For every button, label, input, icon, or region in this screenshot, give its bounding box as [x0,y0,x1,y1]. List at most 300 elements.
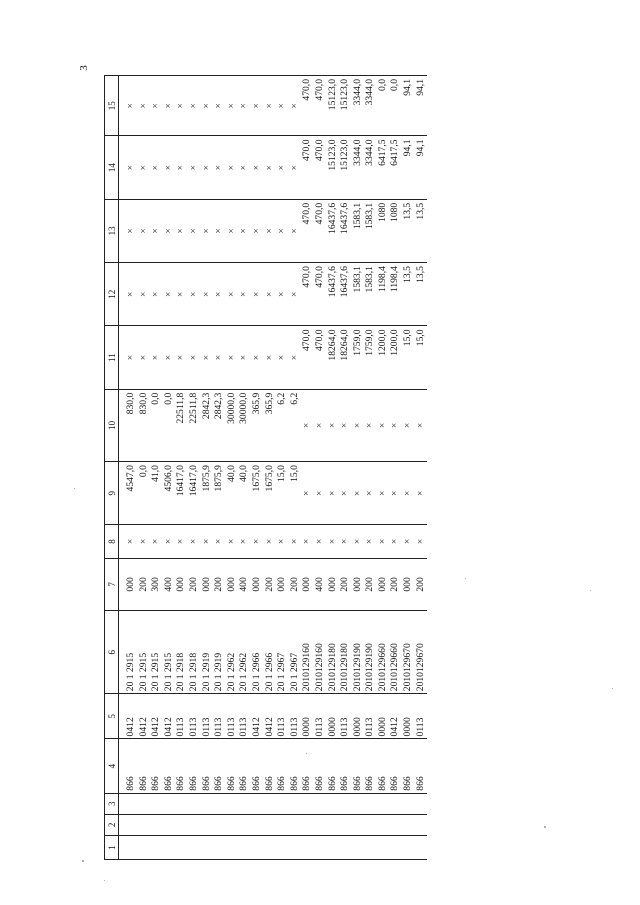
table-cell-col-3 [276,793,289,814]
table-cell-col-12: × [226,263,239,326]
table-cell-col-11: 470,0 [314,326,327,389]
table-cell-col-14: × [138,136,151,199]
table-row [402,76,415,860]
table-cell-col-6: 20 1 2966 [264,611,277,694]
table-cell-col-7: 200 [188,558,201,611]
table-cell-col-1 [276,835,289,859]
table-cell-col-2 [415,814,428,835]
table-cell-col-14: 3344,0 [364,136,377,199]
table-cell-col-13: × [251,199,264,262]
table-cell-col-2 [264,814,277,835]
table-cell-col-1 [213,835,226,859]
column-header-7: 7 [105,558,119,611]
table-cell-col-4: 866 [352,739,365,793]
table-cell-col-8: × [188,525,201,558]
table-cell-col-9: × [389,462,402,525]
table-cell-col-1 [125,835,138,859]
table-cell-col-7: 300 [150,558,163,611]
table-cell-col-9: × [352,462,365,525]
table-cell-col-12: × [289,263,302,326]
table-cell-col-8: × [352,525,365,558]
table-cell-col-5: 0113 [188,694,201,739]
table-cell-col-1 [175,835,188,859]
table-cell-col-13: 16437,6 [339,199,352,262]
table-cell-col-3 [188,793,201,814]
table-cell-col-5: 0113 [201,694,214,739]
table-cell-col-5: 0412 [251,694,264,739]
table-cell-col-9: 0,0 [138,462,151,525]
table-cell-col-5: 0412 [138,694,151,739]
table-cell-col-15: 15123,0 [327,76,340,136]
table-cell-col-14: × [276,136,289,199]
table-cell-col-10: × [415,389,428,461]
table-cell-col-2 [364,814,377,835]
table-cell-col-1 [415,835,428,859]
table-cell-col-2 [201,814,214,835]
table-cell-col-2 [125,814,138,835]
table-cell-col-11: 18264,0 [339,326,352,389]
table-cell-col-5: 0113 [226,694,239,739]
table-row [289,76,302,860]
table-cell-col-1 [327,835,340,859]
table-cell-col-10: × [377,389,390,461]
table-cell-col-9: × [402,462,415,525]
table-cell-col-14: × [150,136,163,199]
table-cell-col-7: 000 [276,558,289,611]
column-header-11: 11 [105,326,119,389]
table-cell-col-5: 0000 [377,694,390,739]
table-cell-col-10: 830,0 [138,389,151,461]
table-cell-col-6: 20 1 2919 [201,611,214,694]
table-cell-col-11: × [226,326,239,389]
table-cell-col-2 [389,814,402,835]
table-cell-col-12: × [125,263,138,326]
table-cell-col-15: 3344,0 [364,76,377,136]
table-cell-col-9: × [339,462,352,525]
table-cell-col-1 [201,835,214,859]
table-row [377,76,390,860]
table-cell-col-3 [289,793,302,814]
table-cell-col-11: 470,0 [301,326,314,389]
table-cell-col-3 [377,793,390,814]
table-cell-col-6: 2010129670 [402,611,415,694]
table-cell-col-4: 866 [402,739,415,793]
table-cell-col-10: × [364,389,377,461]
table-cell-col-12: 1198,4 [377,263,390,326]
table-cell-col-12: × [201,263,214,326]
table-cell-col-3 [301,793,314,814]
table-cell-col-8: × [201,525,214,558]
table-cell-col-6: 20 1 2966 [251,611,264,694]
table-cell-col-7: 000 [251,558,264,611]
table-cell-col-9: × [314,462,327,525]
table-row [301,76,314,860]
column-header-5: 5 [105,694,119,739]
table-cell-col-2 [352,814,365,835]
table-cell-col-1 [251,835,264,859]
table-cell-col-10: 2842,3 [201,389,214,461]
table-cell-col-11: × [175,326,188,389]
table-cell-col-14: 15123,0 [339,136,352,199]
table-cell-col-3 [163,793,176,814]
table-cell-col-9: × [415,462,428,525]
table-cell-col-13: × [125,199,138,262]
column-header-2: 2 [105,814,119,835]
table-cell-col-6: 20 1 2915 [163,611,176,694]
table-cell-col-10: × [339,389,352,461]
table-cell-col-6: 20 1 2967 [276,611,289,694]
table-cell-col-15: 0,0 [377,76,390,136]
table-cell-col-2 [238,814,251,835]
column-header-9: 9 [105,462,119,525]
table-cell-col-5: 0412 [264,694,277,739]
table-cell-col-4: 866 [226,739,239,793]
table-cell-col-2 [339,814,352,835]
table-cell-col-10: 6,2 [276,389,289,461]
table-cell-col-7: 000 [327,558,340,611]
table-cell-col-12: 16437,6 [339,263,352,326]
table-cell-col-7: 200 [389,558,402,611]
table-cell-col-15: × [289,76,302,136]
table-cell-col-8: × [377,525,390,558]
table-cell-col-8: × [327,525,340,558]
table-cell-col-8: × [138,525,151,558]
table-cell-col-11: × [251,326,264,389]
table-row [226,76,239,860]
scan-speck [74,488,75,489]
table-cell-col-3 [389,793,402,814]
table-row [175,76,188,860]
table-cell-col-3 [314,793,327,814]
table-cell-col-5: 0000 [301,694,314,739]
table-cell-col-8: × [264,525,277,558]
table-cell-col-13: × [264,199,277,262]
table-cell-col-8: × [251,525,264,558]
scan-speck [82,860,84,862]
table-cell-col-15: × [251,76,264,136]
table-cell-col-12: 13,5 [402,263,415,326]
table-cell-col-10: 0,0 [150,389,163,461]
table-cell-col-14: × [175,136,188,199]
table-cell-col-2 [163,814,176,835]
table-cell-col-7: 400 [163,558,176,611]
table-cell-col-7: 200 [264,558,277,611]
table-row [201,76,214,860]
table-cell-col-9: 16417,0 [175,462,188,525]
table-cell-col-8: × [389,525,402,558]
table-cell-col-13: × [213,199,226,262]
table-cell-col-11: × [276,326,289,389]
table-cell-col-12: × [276,263,289,326]
table-cell-col-14: × [289,136,302,199]
table-cell-col-3 [150,793,163,814]
table-cell-col-15: 15123,0 [339,76,352,136]
table-cell-col-5: 0412 [150,694,163,739]
table-cell-col-8: × [276,525,289,558]
table-cell-col-3 [138,793,151,814]
table-cell-col-14: 470,0 [314,136,327,199]
table-cell-col-7: 400 [314,558,327,611]
table-cell-col-4: 866 [251,739,264,793]
table-cell-col-4: 866 [301,739,314,793]
table-cell-col-5: 0113 [289,694,302,739]
table-cell-col-10: 365,9 [264,389,277,461]
table-cell-col-6: 20 1 2967 [289,611,302,694]
column-header-12: 12 [105,263,119,326]
table-cell-col-13: × [175,199,188,262]
table-cell-col-12: × [150,263,163,326]
table-cell-col-5: 0000 [402,694,415,739]
table-cell-col-5: 0113 [339,694,352,739]
table-cell-col-12: × [251,263,264,326]
table-row [352,76,365,860]
table-cell-col-6: 20 1 2962 [226,611,239,694]
table-cell-col-13: 470,0 [314,199,327,262]
table-cell-col-3 [364,793,377,814]
table-cell-col-1 [264,835,277,859]
table-row [327,76,340,860]
table-header-row [105,76,119,860]
table-cell-col-6: 20 1 2918 [175,611,188,694]
table-cell-col-9: × [327,462,340,525]
table-cell-col-14: × [188,136,201,199]
table-cell-col-1 [301,835,314,859]
table-cell-col-6: 2010129160 [314,611,327,694]
table-cell-col-10: 365,9 [251,389,264,461]
table-cell-col-15: × [201,76,214,136]
column-header-6: 6 [105,611,119,694]
table-cell-col-4: 866 [238,739,251,793]
table-cell-col-13: 13,5 [415,199,428,262]
table-cell-col-15: 470,0 [314,76,327,136]
table-cell-col-8: × [301,525,314,558]
table-cell-col-2 [251,814,264,835]
table-cell-col-12: 1583,1 [364,263,377,326]
table-cell-col-3 [339,793,352,814]
table-cell-col-7: 000 [226,558,239,611]
table-cell-col-1 [226,835,239,859]
table-cell-col-10: × [402,389,415,461]
table-cell-col-14: × [251,136,264,199]
table-cell-col-5: 0000 [327,694,340,739]
table-cell-col-3 [352,793,365,814]
table-cell-col-11: × [289,326,302,389]
table-cell-col-11: × [163,326,176,389]
table-cell-col-7: 400 [238,558,251,611]
table-cell-col-1 [163,835,176,859]
table-cell-col-8: × [415,525,428,558]
table-cell-col-3 [213,793,226,814]
table-cell-col-6: 2010129190 [364,611,377,694]
table-cell-col-1 [339,835,352,859]
table-cell-col-13: 1583,1 [364,199,377,262]
table-cell-col-15: × [276,76,289,136]
table-cell-col-10: × [301,389,314,461]
table-cell-col-2 [377,814,390,835]
table-cell-col-8: × [289,525,302,558]
table-cell-col-9: 4547,0 [125,462,138,525]
table-cell-col-15: × [163,76,176,136]
table-cell-col-10: × [327,389,340,461]
table-row [163,76,176,860]
table-cell-col-6: 20 1 2915 [125,611,138,694]
table-cell-col-2 [314,814,327,835]
table-cell-col-6: 20 1 2962 [238,611,251,694]
budget-table [104,75,427,860]
table-cell-col-7: 000 [377,558,390,611]
table-cell-col-15: × [213,76,226,136]
table-cell-col-6: 2010129180 [339,611,352,694]
table-cell-col-7: 000 [301,558,314,611]
table-cell-col-9: 41,0 [150,462,163,525]
table-cell-col-15: × [138,76,151,136]
table-cell-col-11: 1200,0 [389,326,402,389]
table-cell-col-10: 30000,0 [238,389,251,461]
table-cell-col-14: 15123,0 [327,136,340,199]
table-cell-col-12: × [264,263,277,326]
table-cell-col-5: 0113 [276,694,289,739]
table-cell-col-5: 0113 [175,694,188,739]
table-row [213,76,226,860]
table-cell-col-4: 866 [364,739,377,793]
table-cell-col-3 [264,793,277,814]
table-row [339,76,352,860]
column-header-15: 15 [105,76,119,136]
table-cell-col-12: 470,0 [314,263,327,326]
table-cell-col-6: 20 1 2919 [213,611,226,694]
table-cell-col-14: × [238,136,251,199]
table-cell-col-10: 0,0 [163,389,176,461]
table-cell-col-13: × [150,199,163,262]
table-cell-col-14: 94,1 [402,136,415,199]
table-cell-col-9: 1875,9 [213,462,226,525]
table-cell-col-9: 15,0 [289,462,302,525]
table-cell-col-1 [188,835,201,859]
table-cell-col-8: × [163,525,176,558]
table-row [188,76,201,860]
table-cell-col-8: × [402,525,415,558]
column-header-3: 3 [105,793,119,814]
table-cell-col-13: × [138,199,151,262]
table-cell-col-2 [327,814,340,835]
table-cell-col-11: 18264,0 [327,326,340,389]
table-cell-col-11: × [138,326,151,389]
table-cell-col-2 [213,814,226,835]
table-cell-col-3 [415,793,428,814]
table-cell-col-15: × [264,76,277,136]
table-row [276,76,289,860]
table-cell-col-6: 2010129660 [389,611,402,694]
table-cell-col-10: 30000,0 [226,389,239,461]
table-cell-col-14: × [226,136,239,199]
table-cell-col-10: × [352,389,365,461]
table-cell-col-8: × [175,525,188,558]
table-cell-col-7: 200 [364,558,377,611]
table-cell-col-12: × [188,263,201,326]
table-cell-col-12: 1198,4 [389,263,402,326]
table-cell-col-9: × [377,462,390,525]
table-row [389,76,402,860]
table-cell-col-5: 0412 [125,694,138,739]
table-cell-col-12: 13,5 [415,263,428,326]
table-cell-col-15: × [226,76,239,136]
table-row [125,76,138,860]
column-header-13: 13 [105,199,119,262]
table-cell-col-9: 1675,0 [264,462,277,525]
table-cell-col-9: × [301,462,314,525]
table-cell-col-14: × [201,136,214,199]
table-cell-col-8: × [339,525,352,558]
table-cell-col-12: × [163,263,176,326]
scan-speck [612,688,613,689]
table-row [415,76,428,860]
table-cell-col-10: 830,0 [125,389,138,461]
table-cell-col-7: 000 [175,558,188,611]
table-cell-col-11: × [238,326,251,389]
table-cell-col-11: × [213,326,226,389]
table-cell-col-1 [138,835,151,859]
column-header-14: 14 [105,136,119,199]
table-cell-col-15: 0,0 [389,76,402,136]
table-cell-col-14: × [264,136,277,199]
table-cell-col-14: × [213,136,226,199]
column-header-10: 10 [105,389,119,461]
table-cell-col-15: 94,1 [402,76,415,136]
table-cell-col-4: 866 [276,739,289,793]
table-cell-col-4: 866 [339,739,352,793]
table-cell-col-9: 40,0 [226,462,239,525]
scan-speck [104,880,105,881]
table-cell-col-10: 22511,8 [188,389,201,461]
table-cell-col-6: 20 1 2915 [138,611,151,694]
page-number: 3 [77,65,90,71]
table-cell-col-1 [289,835,302,859]
table-cell-col-5: 0113 [415,694,428,739]
table-row [251,76,264,860]
table-cell-col-6: 20 1 2915 [150,611,163,694]
table-cell-col-8: × [364,525,377,558]
table-cell-col-11: 1200,0 [377,326,390,389]
table-cell-col-2 [289,814,302,835]
table-cell-col-12: × [175,263,188,326]
table-cell-col-3 [238,793,251,814]
table-cell-col-9: 16417,0 [188,462,201,525]
table-cell-col-11: 15,0 [415,326,428,389]
table-cell-col-6: 2010129180 [327,611,340,694]
table-cell-col-14: 470,0 [301,136,314,199]
table-cell-col-15: × [238,76,251,136]
budget-table-rotated [104,75,426,860]
table-cell-col-13: × [163,199,176,262]
table-cell-col-15: × [125,76,138,136]
table-cell-col-10: 2842,3 [213,389,226,461]
table-cell-col-1 [150,835,163,859]
table-cell-col-5: 0000 [352,694,365,739]
table-cell-col-1 [402,835,415,859]
table-cell-col-6: 2010129660 [377,611,390,694]
table-cell-col-4: 866 [264,739,277,793]
table-cell-col-12: × [213,263,226,326]
table-cell-col-12: × [238,263,251,326]
table-cell-col-11: × [201,326,214,389]
table-cell-col-11: × [264,326,277,389]
table-cell-col-1 [238,835,251,859]
table-cell-col-1 [314,835,327,859]
table-cell-col-5: 0113 [213,694,226,739]
table-cell-col-4: 866 [188,739,201,793]
scan-speck [306,753,307,754]
table-cell-col-4: 866 [201,739,214,793]
